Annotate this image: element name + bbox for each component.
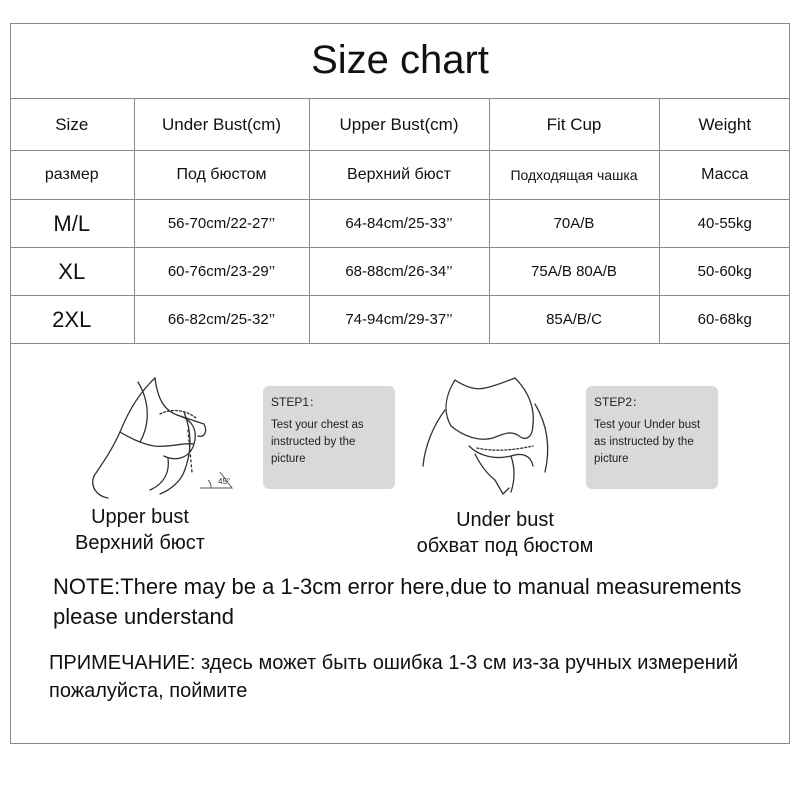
upper-bust-caption-ru: Верхний бюст <box>75 532 205 554</box>
size-cell: M/L <box>10 200 134 248</box>
fit-cup-cell: 85A/B/C <box>489 296 659 344</box>
header-cell-ru: Под бюстом <box>134 151 309 200</box>
upper-bust-cell: 64-84cm/25-33’’ <box>309 200 489 248</box>
header-cell-ru: размер <box>10 151 134 200</box>
under-bust-cell: 56-70cm/22-27’’ <box>134 200 309 248</box>
angle-label: 45° <box>218 477 231 486</box>
header-cell: Fit Cup <box>489 99 659 151</box>
header-cell-ru: Подходящая чашка <box>489 151 659 200</box>
fit-cup-cell: 70A/B <box>489 200 659 248</box>
step1-text: Test your chest as instructed by the picture <box>271 419 364 465</box>
header-cell: Under Bust(cm) <box>134 99 309 151</box>
upper-bust-caption-en: Upper bust <box>91 506 189 528</box>
upper-bust-cell: 74-94cm/29-37’’ <box>309 296 489 344</box>
table-row <box>10 200 790 248</box>
header-cell-ru: Верхний бюст <box>309 151 489 200</box>
table-header-row <box>10 99 790 151</box>
size-table <box>10 98 790 344</box>
header-cell: Upper Bust(cm) <box>309 99 489 151</box>
step1-box <box>263 386 395 489</box>
header-cell: Weight <box>659 99 790 151</box>
fit-cup-cell: 75A/B 80A/B <box>489 248 659 296</box>
table-row <box>10 296 790 344</box>
note-english: NOTE:There may be a 1-3cm error here,due to manual measurements please understand <box>53 574 742 629</box>
weight-cell: 40-55kg <box>659 200 790 248</box>
under-bust-cell: 66-82cm/25-32’’ <box>134 296 309 344</box>
table-header-row-ru <box>10 151 790 200</box>
table-row <box>10 248 790 296</box>
upper-bust-illustration <box>80 372 250 502</box>
header-cell-ru: Масса <box>659 151 790 200</box>
weight-cell: 60-68kg <box>659 296 790 344</box>
size-cell: 2XL <box>10 296 134 344</box>
under-bust-caption <box>385 507 625 559</box>
step2-text: Test your Under bust as instructed by the picture <box>594 419 701 465</box>
step2-title: STEP2： <box>594 395 645 409</box>
under-bust-caption-en: Under bust <box>456 509 554 531</box>
header-cell: Size <box>10 99 134 151</box>
upper-bust-cell: 68-88cm/26-34’’ <box>309 248 489 296</box>
under-bust-cell: 60-76cm/23-29’’ <box>134 248 309 296</box>
note-russian: ПРИМЕЧАНИЕ: здесь может быть ошибка 1-3 см из-за ручных измерений пожалуйста, поймите <box>49 652 739 702</box>
under-bust-caption-ru: обхват под бюстом <box>416 535 594 557</box>
page-title: Size chart <box>10 23 790 99</box>
upper-bust-caption <box>40 504 240 556</box>
weight-cell: 50-60kg <box>659 248 790 296</box>
step1-title: STEP1： <box>271 395 322 409</box>
under-bust-illustration <box>415 376 585 506</box>
step2-box <box>586 386 718 489</box>
size-cell: XL <box>10 248 134 296</box>
